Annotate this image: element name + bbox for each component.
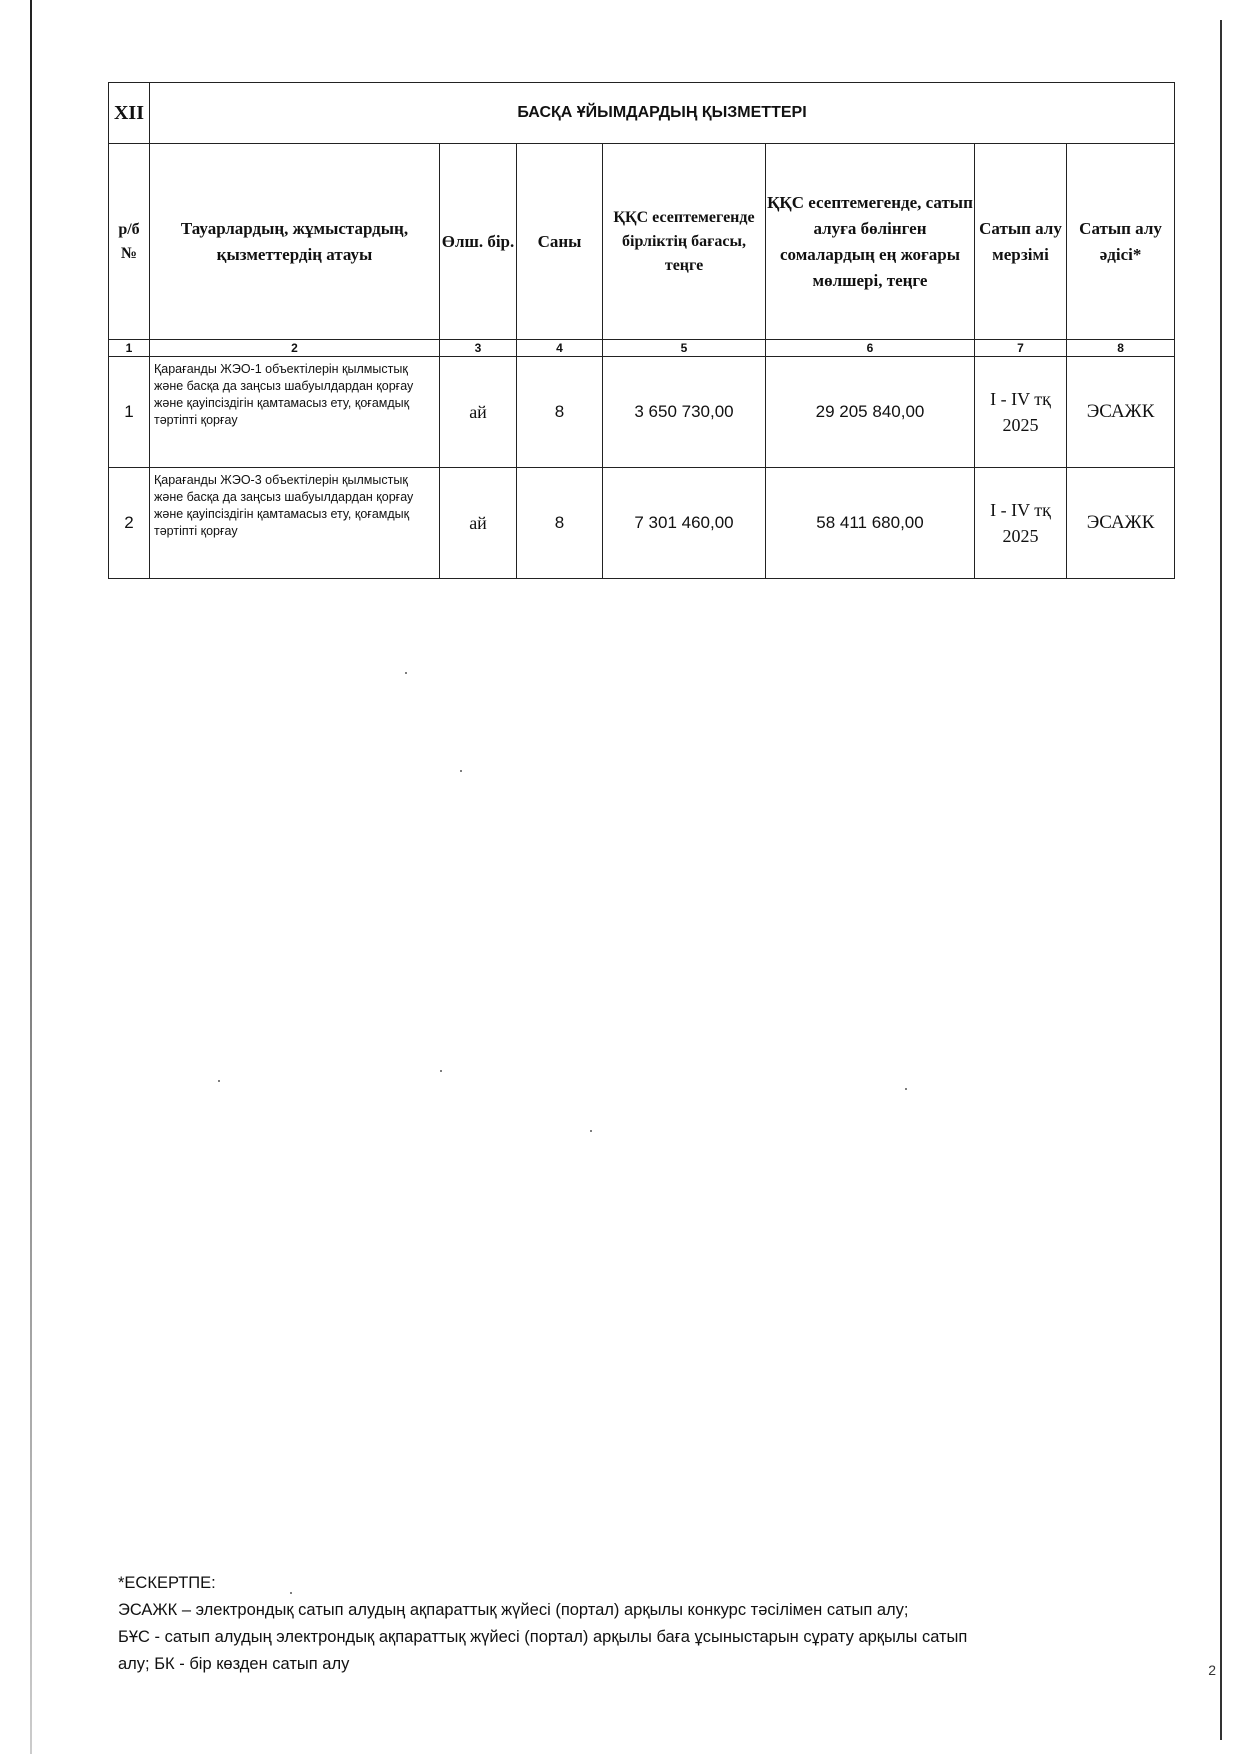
column-number: 5 <box>603 340 766 357</box>
scan-speck <box>218 1080 220 1082</box>
footnote <box>118 1570 1138 1678</box>
item-unit: ай <box>440 468 517 579</box>
section-header-row <box>109 83 1175 144</box>
item-period: I - IV тқ 2025 <box>975 468 1067 579</box>
header-unit: Өлш. бір. <box>440 144 517 340</box>
row-number: 2 <box>109 468 150 579</box>
column-number: 6 <box>766 340 975 357</box>
row-number: 1 <box>109 357 150 468</box>
scan-speck <box>405 672 407 674</box>
header-period: Сатып алу мерзімі <box>975 144 1067 340</box>
table-row <box>109 357 1175 468</box>
section-title: БАСҚА ҰЙЫМДАРДЫҢ ҚЫЗМЕТТЕРІ <box>150 83 1175 144</box>
item-method: ЭСАЖК <box>1067 468 1175 579</box>
footnote-line: ЭСАЖК – электрондық сатып алудың ақпараттық жүйесі (портал) арқылы конкурс тәсілімен сатып алу; <box>118 1601 909 1619</box>
header-item-name: Тауарлардың, жұмыстардың, қызметтердің атауы <box>150 144 440 340</box>
scan-speck <box>905 1088 907 1090</box>
item-quantity: 8 <box>517 468 603 579</box>
item-unit-price: 7 301 460,00 <box>603 468 766 579</box>
section-number: XII <box>109 83 150 144</box>
item-period: I - IV тқ 2025 <box>975 357 1067 468</box>
column-number: 1 <box>109 340 150 357</box>
header-method: Сатып алу әдісі* <box>1067 144 1175 340</box>
table-row <box>109 468 1175 579</box>
column-number-row <box>109 340 1175 357</box>
procurement-table <box>108 82 1175 579</box>
item-name: Қарағанды ЖЭО-3 объектілерін қылмыстық және басқа да заңсыз шабуылдардан қорғау және қауіпсіздігін қамтамасыз ету, қоғамдық тәртіпті қорғау <box>150 468 440 579</box>
column-number: 8 <box>1067 340 1175 357</box>
column-number: 4 <box>517 340 603 357</box>
scan-speck <box>590 1130 592 1132</box>
header-row-number: р/б № <box>109 144 150 340</box>
scan-speck <box>460 770 462 772</box>
item-total-amount: 29 205 840,00 <box>766 357 975 468</box>
item-name: Қарағанды ЖЭО-1 объектілерін қылмыстық және басқа да заңсыз шабуылдардан қорғау және қауіпсіздігін қамтамасыз ету, қоғамдық тәртіпті қорғау <box>150 357 440 468</box>
item-quantity: 8 <box>517 357 603 468</box>
header-unit-price: ҚҚС есептемегенде бірліктің бағасы, теңге <box>603 144 766 340</box>
footnote-line: алу; БК - бір көзден сатып алу <box>118 1655 350 1673</box>
column-number: 7 <box>975 340 1067 357</box>
item-total-amount: 58 411 680,00 <box>766 468 975 579</box>
scan-edge-left <box>30 0 32 1754</box>
footnote-title: *ЕСКЕРТПЕ: <box>118 1574 216 1592</box>
item-unit-price: 3 650 730,00 <box>603 357 766 468</box>
column-header-row <box>109 144 1175 340</box>
header-quantity: Саны <box>517 144 603 340</box>
column-number: 3 <box>440 340 517 357</box>
footnote-line: БҰС - сатып алудың электрондық ақпараттық жүйесі (портал) арқылы баға ұсыныстарын сұрату арқылы сатып <box>118 1628 968 1646</box>
column-number: 2 <box>150 340 440 357</box>
item-method: ЭСАЖК <box>1067 357 1175 468</box>
page-number: 2 <box>1208 1662 1216 1678</box>
header-total-amount: ҚҚС есептемегенде, сатып алуға бөлінген сомалардың ең жоғары мөлшері, теңге <box>766 144 975 340</box>
scan-speck <box>440 1070 442 1072</box>
item-unit: ай <box>440 357 517 468</box>
scan-edge-right <box>1220 20 1222 1740</box>
